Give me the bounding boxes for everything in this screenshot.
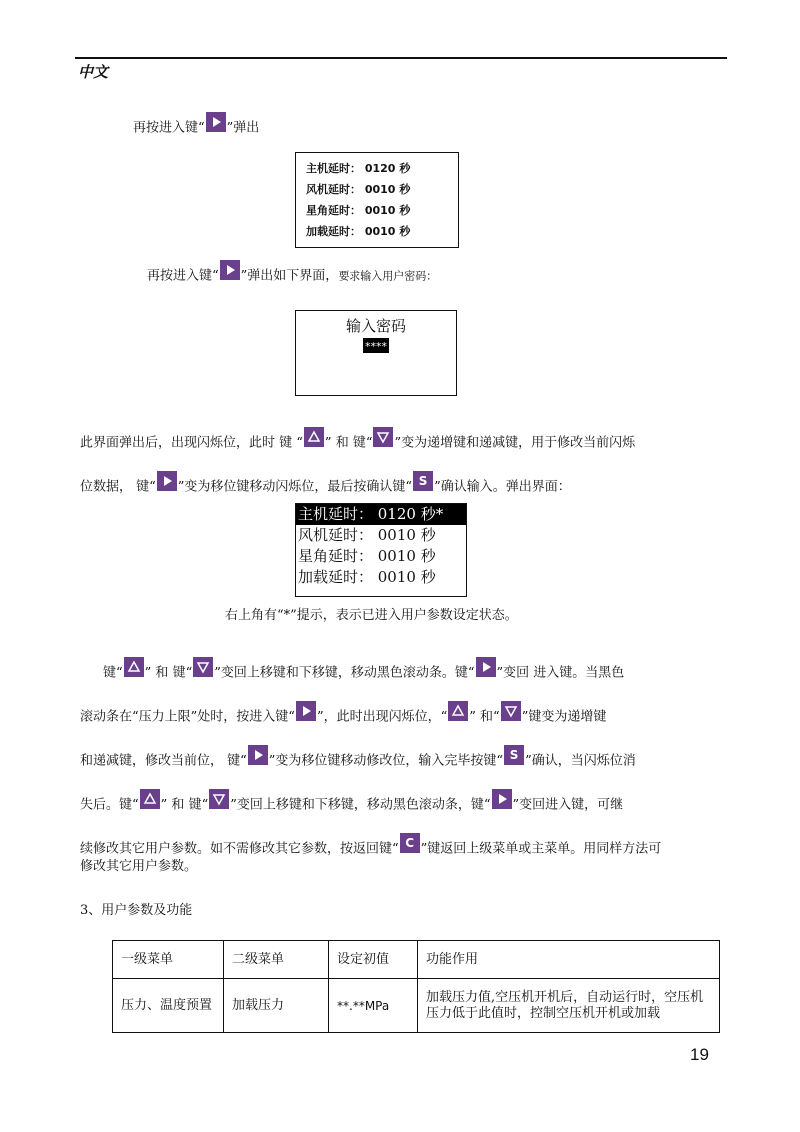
- lcd-user-param-screen: [295, 503, 467, 597]
- header-rule: [75, 57, 727, 59]
- page-number: 19: [690, 1045, 709, 1064]
- down-icon: [373, 427, 393, 447]
- password-mask: ****: [365, 340, 387, 353]
- user-param-table: [112, 940, 720, 1033]
- s-key: S: [504, 745, 524, 765]
- section3-heading: 3、用户参数及功能: [80, 903, 193, 918]
- para1-line2: 位数据， 键“ ”变为移位键移动闪烁位，最后按确认键“ S ”确认输入。弹出界面：: [80, 477, 571, 498]
- section1-text: [133, 118, 259, 139]
- para2-line6: 修改其它用户参数。: [80, 859, 198, 874]
- lcd-password-screen: [295, 310, 457, 396]
- section1-post: ”弹出: [226, 120, 260, 136]
- s-key: S: [413, 471, 433, 491]
- section1-pre: 再按进入键“: [133, 120, 205, 136]
- table-header: 设定初值: [329, 941, 418, 979]
- lcd1-row: 加载延时： 0010 秒: [306, 225, 411, 238]
- section2-note: 要求输入用户密码：: [338, 269, 438, 283]
- up-icon: [124, 657, 144, 677]
- para2-line5: 续修改其它用户参数。如不需修改其它参数，按返回键“ C ”键返回上级菜单或主菜单。用同样方法可: [80, 839, 661, 860]
- table-header: 功能作用: [418, 941, 720, 979]
- table-cell: 加载压力: [224, 979, 329, 1033]
- caption1: 右上角有“*”提示，表示已进入用户参数设定状态。: [225, 608, 518, 623]
- play-icon: [492, 789, 512, 809]
- para2-line3: 和递减键，修改当前位， 键“ ”变为移位键移动修改位，输入完毕按键“ S ”确认，当闪烁位消: [80, 751, 636, 772]
- table-cell: 加载压力值,空压机开机后，自动运行时，空压机压力低于此值时，控制空压机开机或加载: [418, 979, 720, 1033]
- lcd3-row-selected: 主机延时： 0120 秒*: [296, 504, 466, 525]
- down-icon: [501, 701, 521, 721]
- play-icon: [220, 260, 240, 280]
- para1-line1: 此界面弹出后，出现闪烁位，此时 键 “ ” 和 键“ ”变为递增键和递减键，用于修改当前闪烁: [80, 433, 635, 454]
- lcd1-row: 星角延时： 0010 秒: [306, 204, 411, 217]
- play-icon: [206, 112, 226, 132]
- lcd3-row: 加载延时： 0010 秒: [298, 568, 436, 586]
- table-cell: 压力、温度预置: [113, 979, 224, 1033]
- header-title: 中文: [78, 63, 109, 81]
- play-icon: [248, 745, 268, 765]
- lcd3-row: 星角延时： 0010 秒: [298, 547, 436, 565]
- play-icon: [157, 471, 177, 491]
- table-header: 一级菜单: [113, 941, 224, 979]
- lcd3-row: 风机延时： 0010 秒: [298, 526, 436, 544]
- up-icon: [140, 789, 160, 809]
- up-icon: [448, 701, 468, 721]
- table-header-row: [113, 941, 720, 979]
- para2-line2: 滚动条在“压力上限”处时，按进入键“ ”，此时出现闪烁位，“ ” 和“ ”键变为递增键: [80, 707, 606, 728]
- down-icon: [209, 789, 229, 809]
- lcd-delay-screen: [295, 152, 459, 248]
- down-icon: [193, 657, 213, 677]
- table-row: [113, 979, 720, 1033]
- play-icon: [476, 657, 496, 677]
- c-key: C: [400, 833, 420, 853]
- password-title: 输入密码: [345, 317, 406, 335]
- para2-line1: 键“ ” 和 键“ ”变回上移键和下移键，移动黑色滚动条。键“ ”变回 进入键。当黑色: [103, 663, 624, 684]
- table-header: 二级菜单: [224, 941, 329, 979]
- para2-line4: 失后。键“ ” 和 键“ ”变回上移键和下移键，移动黑色滚动条，键“ ”变回进入键，可继: [80, 795, 623, 816]
- lcd1-row: 风机延时： 0010 秒: [306, 183, 411, 196]
- table-cell: **.**MPa: [329, 979, 418, 1033]
- lcd1-row: 主机延时： 0120 秒: [306, 162, 411, 175]
- up-icon: [304, 427, 324, 447]
- section2-text: 再按进入键“ ”弹出如下界面，要求输入用户密码：: [147, 266, 437, 287]
- play-icon: [296, 701, 316, 721]
